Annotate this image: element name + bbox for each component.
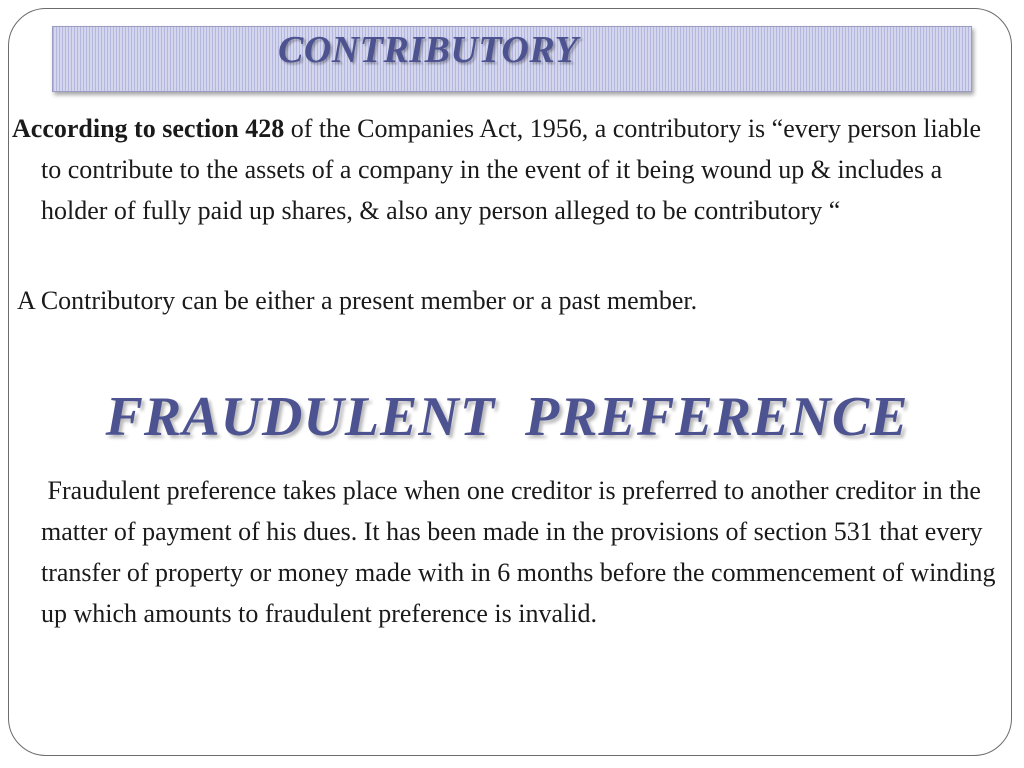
member-statement: A Contributory can be either a present member or a past member. xyxy=(17,286,698,315)
slide-title: CONTRIBUTORY xyxy=(278,29,579,71)
contributory-definition xyxy=(12,108,1002,231)
fraudulent-preference-heading: FRAUDULENT PREFERENCE xyxy=(105,386,909,448)
fraudulent-preference-text: Fraudulent preference takes place when one creditor is preferred to another creditor in the matter of payment of his dues. It has been made in the provisions of section 531 that every transfer of property or money made with in 6 months before the commencement of winding up which amounts to fraudulent preference is invalid. xyxy=(41,476,1003,628)
definition-text: of the Companies Act, 1956, a contributory is “every person liable to contribute to the assets of a company in the event of it being wound up & includes a holder of fully paid up shares, & also any person alleged to be contributory “ xyxy=(41,114,982,225)
section-reference: According to section 428 xyxy=(12,114,285,143)
